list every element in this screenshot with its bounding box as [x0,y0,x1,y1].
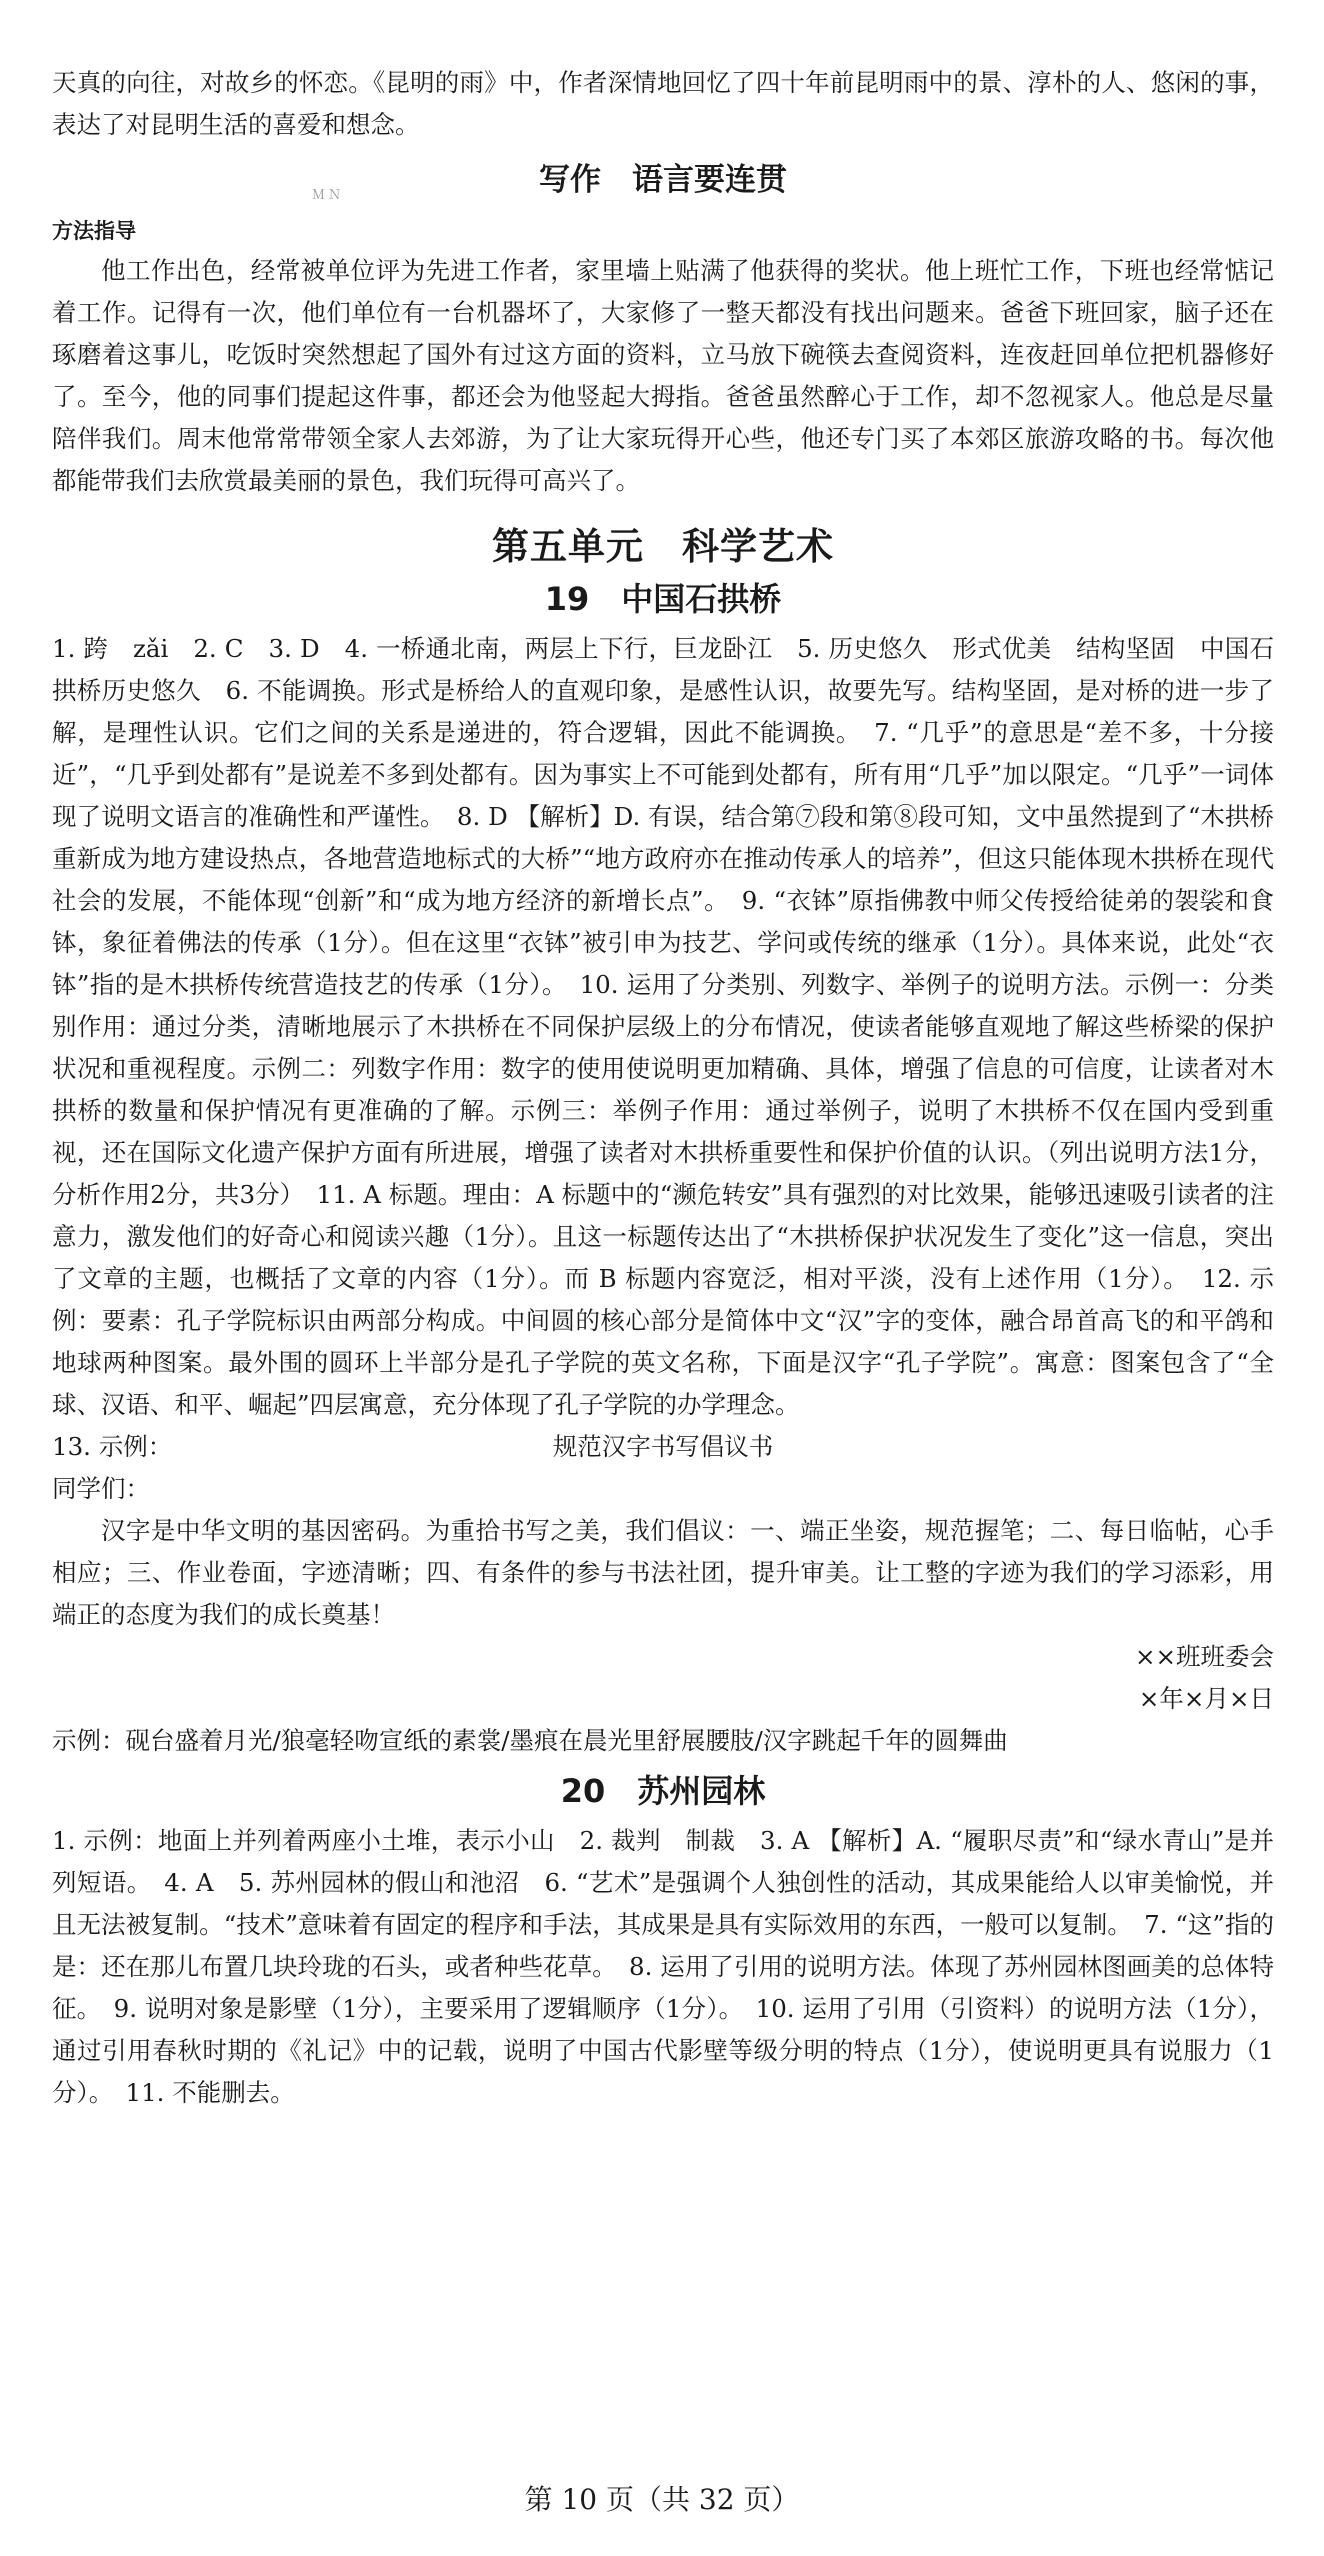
unit-title: 第五单元 科学艺术 [492,525,834,568]
letter-title: 规范汉字书写倡议书 [552,1432,774,1461]
lesson-19-title: 19 中国石拱桥 [544,580,782,618]
page-footer: 第 10 页（共 32 页） [524,2483,800,2516]
lesson-19-answers: 1. 跨 zǎi 2. C 3. D 4. 一桥通北南，两层上下行，巨龙卧江 5. 历史悠久 形式优美 结构坚固 中国石拱桥历史悠久 6. 不能调换。形式是桥给人的直观印象，是感性认识，故要先写。结构坚固，是对桥的进一步了解，是理性认识。它们之间的关系是递进的，符合逻辑，因此不能调换。 7. “几乎”的意思是“差不多，十分接近”，“几乎到处都有”是说差不多到处都有。因为事实上不可能到处都有，所有用“几乎”加以限定。“几乎”一词体现了说明文语言的准确性和严谨性。 8. D 【解析】D. 有误，结合第⑦段和第⑧段可知，文中虽然提到了“木拱桥重新成为地方建设热点，各地营造地标式的大桥”“地方政府亦在推动传承人的培养”，但这只能体现木拱桥在现代社会的发展，不能体现“创新”和“成为地方经济的新增长点”。 9. “衣钵”原指佛教中师父传授给徒弟的袈裟和食钵，象征着佛法的传承（1分）。但在这里“衣钵”被引申为技艺、学问或传统的继承（1分）。具体来说，此处“衣钵”指的是木拱桥传统营造技艺的传承（1分）。 10. 运用了分类别、列数字、举例子的说明方法。示例一：分类别作用：通过分类，清晰地展示了木拱桥在不同保护层级上的分布情况，使读者能够直观地了解这些桥梁的保护状况和重视程度。示例二：列数字作用：数字的使用使说明更加精确、具体，增强了信息的可信度，让读者对木拱桥的数量和保护情况有更准确的了解。示例三：举例子作用：通过举例子，说明了木拱桥不仅在国内受到重视，还在国际文化遗产保护方面有所进展，增强了读者对木拱桥重要性和保护价值的认识。（列出说明方法1分，分析作用2分，共3分） 11. A 标题。理由：A 标题中的“濒危转安”具有强烈的对比效果，能够迅速吸引读者的注意力，激发他们的好奇心和阅读兴趣（1分）。且这一标题传达出了“木拱桥保护状况发生了变化”这一信息，突出了文章的主题，也概括了文章的内容（1分）。而 B 标题内容宽泛，相对平淡，没有上述作用（1分）。 12. 示例：要素：孔子学院标识由两部分构成。中间圆的核心部分是简体中文“汉”字的变体，融合昂首高飞的和平鸽和地球两种图案。最外围的圆环上半部分是孔子学院的英文名称，下面是汉字“孔子学院”。寓意：图案包含了“全球、汉语、和平、崛起”四层寓意，充分体现了孔子学院的办学理念。 [52,634,1274,1419]
q13-label: 13. 示例： [52,1432,173,1461]
method-label: 方法指导 [52,219,136,243]
document-page [52,62,1274,2114]
letter-block [52,1426,1274,1468]
intro-continuation: 天真的向往，对故乡的怀恋。《昆明的雨》中，作者深情地回忆了四十年前昆明雨中的景、淳朴的人、悠闲的事，表达了对昆明生活的喜爱和想念。 [52,68,1274,139]
lesson-20-title: 20 苏州园林 [560,1772,766,1810]
letter-body: 汉字是中华文明的基因密码。为重拾书写之美，我们倡议：一、端正坐姿，规范握笔；二、每日临帖，心手相应；三、作业卷面，字迹清晰；四、有条件的参与书法社团，提升审美。让工整的字迹为我们的学习添彩，用端正的态度为我们的成长奠基！ [52,1516,1274,1629]
q13-poem: 示例：砚台盛着月光/狼毫轻吻宣纸的素裳/墨痕在晨光里舒展腰肢/汉字跳起千年的圆舞曲 [52,1726,1008,1755]
writing-section-title: 写作 语言要连贯 [539,162,787,198]
letter-date: ×年×月×日 [1138,1684,1274,1713]
letter-signature: ××班班委会 [1134,1642,1274,1671]
writing-passage: 他工作出色，经常被单位评为先进工作者，家里墙上贴满了他获得的奖状。他上班忙工作，下班也经常惦记着工作。记得有一次，他们单位有一台机器坏了，大家修了一整天都没有找出问题来。爸爸下班回家，脑子还在琢磨着这事儿，吃饭时突然想起了国外有过这方面的资料，立马放下碗筷去查阅资料，连夜赶回单位把机器修好了。至今，他的同事们提起这件事，都还会为他竖起大拇指。爸爸虽然醉心于工作，却不忽视家人。他总是尽量陪伴我们。周末他常常带领全家人去郊游，为了让大家玩得开心些，他还专门买了本郊区旅游攻略的书。每次他都能带我们去欣赏最美丽的景色，我们玩得可高兴了。 [52,256,1274,495]
faint-scan-mark: ＭＮ [312,188,345,203]
lesson-20-answers: 1. 示例：地面上并列着两座小土堆，表示小山 2. 裁判 制裁 3. A 【解析】A. “履职尽责”和“绿水青山”是并列短语。 4. A 5. 苏州园林的假山和池沼 6. “艺术”是强调个人独创性的活动，其成果能给人以审美愉悦，并且无法被复制。“技术”意味着有固定的程序和手法，其成果是具有实际效用的东西，一般可以复制。 7. “这”指的是：还在那儿布置几块玲珑的石头，或者种些花草。 8. 运用了引用的说明方法。体现了苏州园林图画美的总体特征。 9. 说明对象是影壁（1分），主要采用了逻辑顺序（1分）。 10. 运用了引用（引资料）的说明方法（1分），通过引用春秋时期的《礼记》中的记载，说明了中国古代影壁等级分明的特点（1分），使说明更具有说服力（1分）。 11. 不能删去。 [52,1826,1274,2107]
letter-greeting: 同学们： [52,1474,150,1503]
